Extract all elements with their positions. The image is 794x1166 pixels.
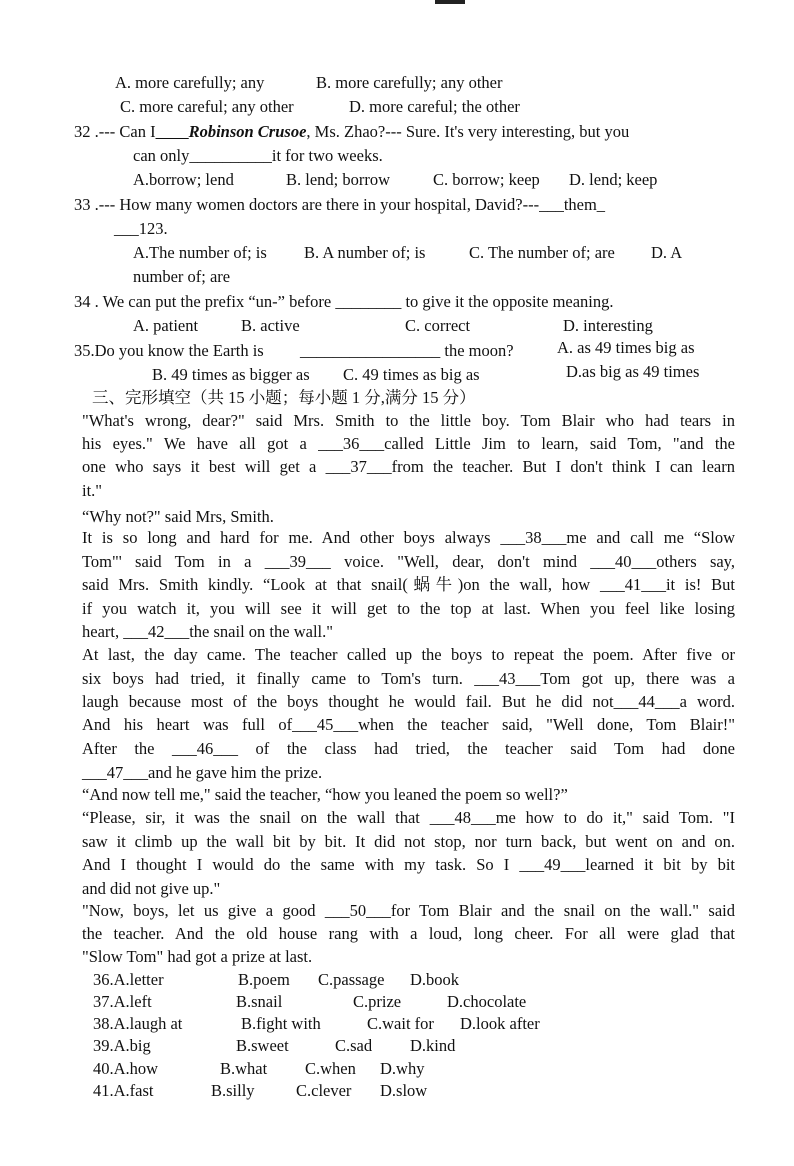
passage-line: Tom"' said Tom in a ___39___ voice. "Well, dear, don't mind ___40___others say,: [82, 552, 735, 571]
passage-line: the teacher. And the old house rang with a loud, long cheer. For all were glad that: [82, 924, 735, 943]
q34-option-a: A. patient: [133, 316, 199, 335]
passage-line: ___47___and he gave him the prize.: [82, 763, 323, 782]
section-3-heading: 三、完形填空（共 15 小题；每小题 1 分,满分 15 分）: [92, 388, 476, 407]
q35-option-a: A. as 49 times big as: [557, 338, 695, 357]
q32-option-c: C. borrow; keep: [433, 170, 540, 189]
q35-question: 35.Do you know the Earth is: [74, 341, 264, 360]
q34-option-b: B. active: [241, 316, 300, 335]
q35-option-c: C. 49 times as big as: [343, 365, 480, 384]
passage-line: his eyes." We have all got a ___36___called Little Jim to learn, said Tom, "and the: [82, 434, 735, 453]
exam-page: A. more carefully; any B. more carefully; any other C. more careful; any other D. more careful; the other 32 .--- Can I____Robinson Crusoe, Ms. Zhao?--- Sure. It's very interesting, but you can only__________it for two weeks. A.borrow; lend B. lend; borrow C. borrow; keep D. lend; keep 33 .--- How many women doctors are there in your hospital, David?---___them_ ___123. A.The number of; is B. A number of; is C. The number of; are D. A number of; are 34 . We can put the prefix “un-” before ________ to give it the opposite meaning. A. patient B. active C. correct D. interesting 35.Do you know the Earth is _________________ the moon? A. as 49 times big as B. 49 times as bigger as C. 49 times as big as D.as big as 49 times 三、完形填空（共 15 小题；每小题 1 分,满分 15 分） "What's wrong, dear?" said Mrs. Smith to the little boy. Tom Blair who had tears in his eyes." We have all got a ___36___called Little Jim to learn, said Tom, "and the one who says it best will get a ___37___from the teacher. But I don't think I can learn it." “Why not?" said Mrs, Smith. It is so long and hard for me. And other boys always ___38___me and call me “Slow Tom"' said Tom in a ___39___ voice. "Well, dear, don't mind ___40___others say, said Mrs. Smith kindly. “Look at that snail(蜗牛)on the wall, how ___41___it is! But if you watch it, you will see it will get to the top at last. When you feel like losing heart, ___42___the snail on the wall." At last, the day came. The teacher called up the boys to repeat the poem. After five or six boys had tried, it finally came to Tom's turn. ___43___Tom got up, there was a laugh because most of the boys thought he would fail. But he did not___44___a word. And his heart was full of___45___when the teacher said, "Well done, Tom Blair!" After the ___46___ of the class had tried, the teacher said Tom had done ___47___and he gave him the prize. “And now tell me," said the teacher, “how you leaned the poem so well?” “Please, sir, it was the snail on the wall that ___48___me how to do it," said Tom. "I saw it climb up the wall bit by bit. It did not stop, nor turn back, but went on and on. And I thought I would do the same with my task. So I ___49___learned it bit by bit and did not give up." "Now, boys, let us give a good ___50___for Tom Blair and the snail on the wall." said the teacher. And the old house rang with a loud, long cheer. For all were glad that "Slow Tom" had got a prize at last. 36.A.letter B.poem C.passage D.book 37.A.left B.snail C.prize D.chocolate 38.A.laugh at B.fight with C.wait for D.look after 39.A.big B.sweet C.sad D.kind 40.A.how B.what C.when D.why 41.A.fast B.silly C.clever D.slow: [0, 0, 794, 1166]
q31-option-b: B. more carefully; any other: [316, 73, 503, 92]
passage-line: “And now tell me," said the teacher, “how you leaned the poem so well?”: [82, 785, 568, 804]
passage-line: saw it climb up the wall bit by bit. It did not stop, nor turn back, but went on and on.: [82, 832, 735, 851]
q32-question: 32 .--- Can I____Robinson Crusoe, Ms. Zhao?--- Sure. It's very interesting, but you: [74, 122, 630, 141]
passage-line: And his heart was full of___45___when the teacher said, "Well done, Tom Blair!": [82, 715, 735, 734]
q34-option-c: C. correct: [405, 316, 471, 335]
q34-option-d: D. interesting: [563, 316, 653, 335]
passage-line: one who says it best will get a ___37___from the teacher. But I don't think I can learn: [82, 457, 735, 476]
passage-line: At last, the day came. The teacher called up the boys to repeat the poem. After five or: [82, 645, 735, 664]
q35-question-blank: _________________ the moon?: [300, 341, 514, 360]
passage-line: “Please, sir, it was the snail on the wall that ___48___me how to do it," said Tom. "I: [82, 808, 735, 827]
q33-option-d: D. A: [651, 243, 683, 262]
passage-line: six boys had tried, it finally came to Tom's turn. ___43___Tom got up, there was a: [82, 669, 735, 688]
passage-line: It is so long and hard for me. And other boys always ___38___me and call me “Slow: [82, 528, 735, 547]
passage-line: “Why not?" said Mrs, Smith.: [82, 507, 274, 526]
passage-line: After the ___46___ of the class had tried, the teacher said Tom had done: [82, 739, 735, 758]
q33-option-c: C. The number of; are: [469, 243, 615, 262]
q32-option-b: B. lend; borrow: [286, 170, 391, 189]
q32-question-line2: can only__________it for two weeks.: [133, 146, 383, 165]
header-mark: [435, 0, 465, 4]
q33-option-b: B. A number of; is: [304, 243, 426, 262]
q35-option-d: D.as big as 49 times: [566, 362, 700, 381]
passage-line: "Slow Tom" had got a prize at last.: [82, 947, 313, 966]
passage-line: And I thought I would do the same with my task. So I ___49___learned it bit by bit: [82, 855, 735, 874]
q31-option-d: D. more careful; the other: [349, 97, 520, 116]
q33-question: 33 .--- How many women doctors are there in your hospital, David?---___them_: [74, 195, 606, 214]
passage-line: "Now, boys, let us give a good ___50___for Tom Blair and the snail on the wall." said: [82, 901, 735, 920]
passage-line: laugh because most of the boys thought he would fail. But he did not___44___a word.: [82, 692, 735, 711]
q32-option-a: A.borrow; lend: [133, 170, 234, 189]
q32-option-d: D. lend; keep: [569, 170, 658, 189]
passage-line: if you watch it, you will see it will get to the top at last. When you feel like losing: [82, 599, 735, 618]
q35-option-b: B. 49 times as bigger as: [152, 365, 310, 384]
passage-line: it.": [82, 481, 103, 500]
q31-option-c: C. more careful; any other: [120, 97, 294, 116]
q33-question-line2: ___123.: [114, 219, 168, 238]
q31-option-a: A. more carefully; any: [115, 73, 265, 92]
q33-option-a: A.The number of; is: [133, 243, 267, 262]
passage-line: said Mrs. Smith kindly. “Look at that snail(蜗牛)on the wall, how ___41___it is! But: [82, 575, 735, 594]
passage-line: and did not give up.": [82, 879, 221, 898]
passage-line: heart, ___42___the snail on the wall.": [82, 622, 333, 641]
passage-line: "What's wrong, dear?" said Mrs. Smith to the little boy. Tom Blair who had tears in: [82, 411, 735, 430]
q33-option-d-cont: number of; are: [133, 267, 231, 286]
q34-question: 34 . We can put the prefix “un-” before ________ to give it the opposite meaning.: [74, 292, 614, 311]
